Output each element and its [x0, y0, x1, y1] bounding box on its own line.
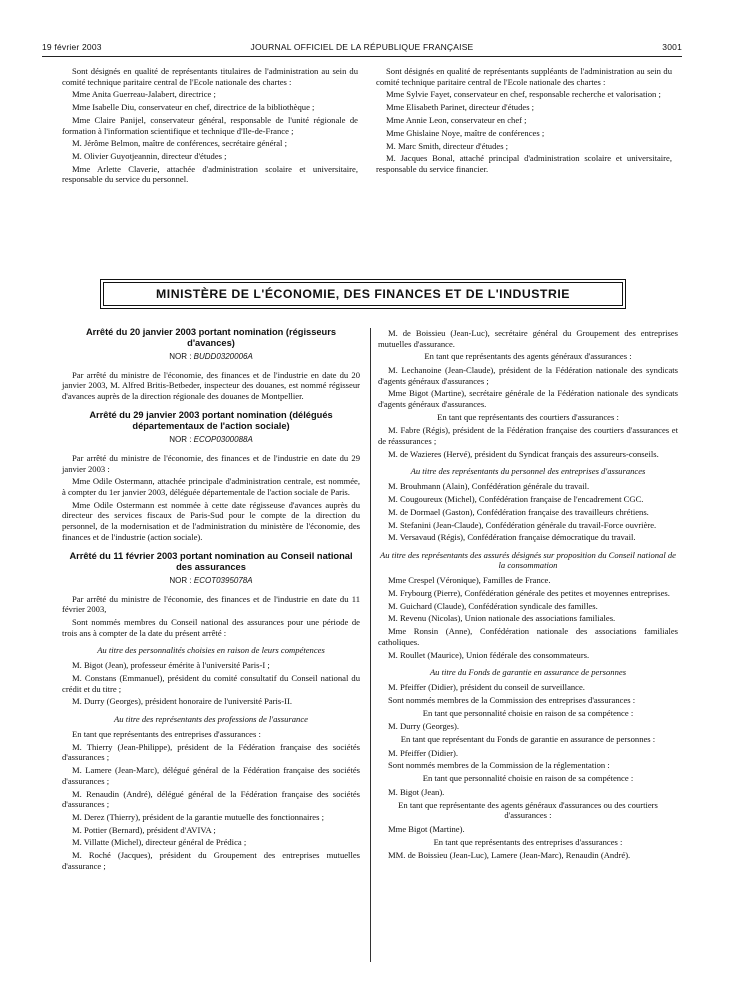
paragraph: M. Jérôme Belmon, maître de conférences, secrétaire général ;: [72, 138, 287, 149]
paragraph: Par arrêté du ministre de l'économie, des finances et de l'industrie en date du 11 février 2003,: [62, 593, 360, 615]
paragraph: Mme Anita Guerreau-Jalabert, directrice ;: [72, 89, 216, 100]
list-item: M. Constans (Emmanuel), président du comité consultatif du Conseil national du crédit et du titre ;: [62, 673, 360, 694]
nor-reference: NOR : ECOP0300088A: [169, 435, 253, 445]
subsection-label: En tant que représentants des agents généraux d'assurances :: [424, 351, 632, 362]
list-item: Mme Ronsin (Anne), Confédération nationale des associations familiales catholiques.: [378, 626, 678, 647]
list-item: M. Bigot (Jean).: [388, 786, 445, 797]
list-item: M. de Dormael (Gaston), Confédération française des travailleurs chrétiens.: [388, 506, 649, 517]
top-right-column: [376, 66, 672, 177]
header-journal-title: JOURNAL OFFICIEL DE LA RÉPUBLIQUE FRANÇAISE: [250, 42, 474, 52]
subsection-label: En tant que représentants des entreprises d'assurances :: [433, 836, 623, 847]
list-item: M. Durry (Georges), président honoraire de l'université Paris-II.: [72, 696, 292, 707]
paragraph: Mme Arlette Claverie, attachée d'administration scolaire et universitaire, responsable du service du personnel.: [62, 163, 358, 185]
list-item: Mme Bigot (Martine), secrétaire générale de la Fédération nationale des syndicats d'agents généraux d'assurances.: [378, 388, 678, 409]
top-left-column: [62, 66, 358, 187]
section-heading: Au titre des personnalités choisies en raison de leurs compétences: [97, 645, 325, 656]
list-item: M. Bigot (Jean), professeur émérite à l'université Paris-I ;: [72, 660, 270, 671]
list-item: M. Derez (Thierry), président de la garantie mutuelle des fonctionnaires ;: [72, 811, 324, 822]
left-column: [62, 318, 360, 874]
nor-reference: NOR : BUDD0320006A: [169, 352, 253, 361]
list-item: Mme Bigot (Martine).: [388, 823, 465, 834]
list-item: M. Lamere (Jean-Marc), délégué général de la Fédération française des sociétés d'assurances ;: [62, 765, 360, 786]
list-item: M. Roché (Jacques), président du Groupement des entreprises mutuelles d'assurance ;: [62, 850, 360, 871]
section-heading: Au titre des représentants des professions de l'assurance: [114, 714, 308, 724]
subsection-label: En tant que personnalité choisie en raison de sa compétence :: [422, 773, 634, 784]
right-column: [378, 328, 678, 863]
list-item: M. de Wazieres (Hervé), président du Syndicat français des assureurs-conseils.: [388, 448, 659, 459]
paragraph: Mme Claire Panijel, conservateur général, responsable de l'unité régionale de formation à l'information scientifique et technique d'Ile-de-France ;: [62, 114, 358, 136]
paragraph: Sont désignés en qualité de représentants suppléants de l'administration au sein du comité technique paritaire central de l'Ecole nationale des chartes :: [376, 66, 672, 87]
header-rule: [42, 56, 682, 57]
list-item: M. Pfeiffer (Didier), président du conseil de surveillance.: [388, 682, 585, 693]
paragraph: Sont nommés membres de la Commission des entreprises d'assurances :: [388, 694, 636, 705]
list-item: M. Thierry (Jean-Philippe), président de la Fédération française des sociétés d'assurances ;: [62, 741, 360, 763]
paragraph: Mme Elisabeth Parinet, directeur d'études ;: [386, 102, 535, 113]
list-item: M. Versavaud (Régis), Confédération française démocratique du travail.: [388, 532, 636, 543]
paragraph: M. Marc Smith, directeur d'études ;: [386, 140, 509, 151]
list-item: M. de Boissieu (Jean-Luc), secrétaire général du Groupement des entreprises mutuelles d'assurance.: [378, 328, 678, 349]
list-item: M. Guichard (Claude), Confédération syndicale des familles.: [388, 600, 598, 611]
list-item: M. Cougoureux (Michel), Confédération française de l'encadrement CGC.: [388, 494, 644, 505]
paragraph: Mme Odile Ostermann, attachée principale d'administration centrale, est nommée, à compter du 1er janvier 2003, déléguée départementale de l'action sociale de Paris.: [62, 476, 360, 497]
paragraph: Sont nommés membres du Conseil national des assurances pour une période de trois ans à compter de la date du présent arrêté :: [62, 617, 360, 638]
subsection-label: En tant que représentants des courtiers d'assurances :: [437, 411, 619, 422]
list-item: M. Brouhmann (Alain), Confédération générale du travail.: [388, 481, 590, 492]
list-item: M. Roullet (Maurice), Union fédérale des consommateurs.: [388, 649, 590, 660]
ministry-banner: MINISTÈRE DE L'ÉCONOMIE, DES FINANCES ET DE L'INDUSTRIE: [103, 282, 623, 306]
subsection-label: En tant que représentante des agents généraux d'assurances ou des courtiers d'assurances :: [398, 799, 658, 821]
paragraph: Mme Isabelle Diu, conservateur en chef, directrice de la bibliothèque ;: [72, 102, 315, 113]
list-item: M. Lechanoine (Jean-Claude), président de la Fédération nationale des syndicats d'agents généraux d'assurances ;: [378, 364, 678, 386]
paragraph: Mme Annie Leon, conservateur en chef ;: [386, 114, 527, 125]
list-item: M. Pottier (Bernard), président d'AVIVA ;: [72, 824, 216, 835]
subsection-label: En tant que représentants des entreprises d'assurances :: [72, 729, 261, 739]
subsection-label: En tant que représentant du Fonds de garantie en assurance de personnes :: [400, 734, 656, 745]
list-item: M. Pfeiffer (Didier).: [388, 747, 459, 758]
list-item: M. Frybourg (Pierre), Confédération générale des petites et moyennes entreprises.: [388, 587, 670, 598]
paragraph: Mme Ghislaine Noye, maître de conférences ;: [386, 127, 545, 138]
page-header: [42, 42, 682, 56]
column-divider: [370, 328, 371, 962]
decree-title: Arrêté du 29 janvier 2003 portant nomination (délégués départementaux de l'action sociale): [89, 410, 333, 432]
list-item: M. Villatte (Michel), directeur général de Prédica ;: [72, 837, 247, 848]
list-item: M. Durry (Georges).: [388, 721, 459, 732]
list-item: M. Fabre (Régis), président de la Fédération française des courtiers d'assurances et de réassurances ;: [378, 425, 678, 446]
paragraph: Mme Sylvie Fayet, conservateur en chef, responsable recherche et valorisation ;: [386, 89, 661, 100]
subsection-label: En tant que personnalité choisie en raison de sa compétence :: [422, 707, 634, 718]
paragraph: M. Olivier Guyotjeannin, directeur d'études ;: [72, 151, 227, 162]
paragraph: Sont désignés en qualité de représentants titulaires de l'administration au sein du comité technique paritaire central de l'Ecole nationale des chartes :: [62, 66, 358, 87]
decree-title: Arrêté du 11 février 2003 portant nomination au Conseil national des assurances: [69, 551, 353, 573]
paragraph: Mme Odile Ostermann est nommée à cette date régisseuse d'avances auprès du directeur des services fiscaux de Paris-Sud pour le compte de la direction du personnel, de la modernisation et de l'administration du ministère de l'économie, des finances et de l'industrie (action sociale).: [62, 499, 360, 542]
paragraph: Sont nommés membres de la Commission de la réglementation :: [388, 760, 610, 771]
paragraph: Par arrêté du ministre de l'économie, des finances et de l'industrie en date du 29 janvier 2003 :: [62, 452, 360, 474]
paragraph: M. Jacques Bonal, attaché principal d'administration scolaire et universitaire, responsable du service financier.: [376, 153, 672, 174]
header-date: 19 février 2003: [42, 42, 102, 52]
list-item: M. Renaudin (André), délégué général de la Fédération française des sociétés d'assurances ;: [62, 788, 360, 810]
header-page-number: 3001: [662, 42, 682, 52]
list-item: Mme Crespel (Véronique), Familles de France.: [388, 575, 551, 585]
section-heading: Au titre des représentants des assurés désignés sur proposition du Conseil national de la consommation: [380, 550, 676, 570]
decree-title: Arrêté du 20 janvier 2003 portant nomination (régisseurs d'avances): [85, 327, 337, 348]
list-item: MM. de Boissieu (Jean-Luc), Lamere (Jean-Marc), Renaudin (André).: [388, 850, 631, 861]
list-item: M. Revenu (Nicolas), Union nationale des associations familiales.: [388, 613, 616, 624]
list-item: M. Stefanini (Jean-Claude), Confédération générale du travail-Force ouvrière.: [388, 519, 657, 530]
nor-reference: NOR : ECOT0395078A: [169, 576, 253, 586]
section-heading: Au titre du Fonds de garantie en assurance de personnes: [429, 667, 627, 678]
section-heading: Au titre des représentants du personnel des entreprises d'assurances: [410, 466, 646, 477]
paragraph: Par arrêté du ministre de l'économie, des finances et de l'industrie en date du 20 janvier 2003, M. Alfred Britis-Betbeder, inspecteur des douanes, est nommé régisseur d'avances auprès de la direction régionale des douanes de Montpellier.: [62, 369, 360, 401]
